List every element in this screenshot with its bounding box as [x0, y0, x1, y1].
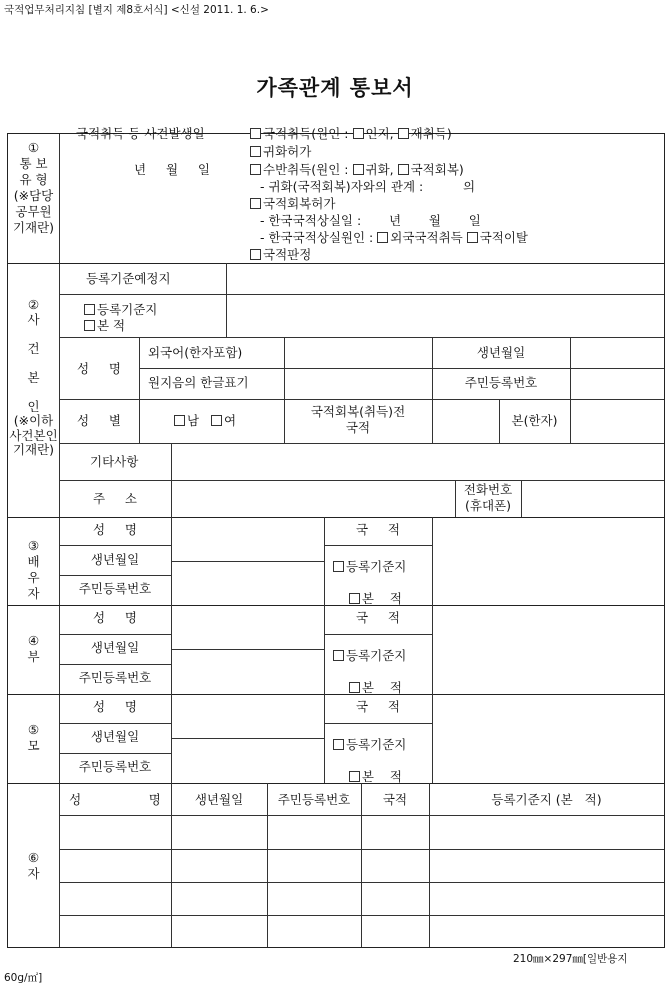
- checkbox-female[interactable]: [211, 415, 222, 426]
- checkbox-determination[interactable]: [250, 249, 261, 260]
- checkbox-mother-domicile[interactable]: [333, 739, 344, 750]
- checkbox-male[interactable]: [174, 415, 185, 426]
- hangul-name-label: 원지음의 한글표기: [148, 375, 249, 390]
- children-domicile-header: 등록기준지 (본 적): [491, 792, 602, 807]
- sex-label: 성 별: [76, 413, 122, 428]
- section4-label: ④ 부: [27, 633, 40, 664]
- checkbox-spouse-domicile[interactable]: [333, 561, 344, 572]
- mother-name-label: 성 명: [92, 699, 138, 714]
- children-nationality-header: 국적: [382, 792, 408, 807]
- checkbox-nationality-acquisition[interactable]: [250, 128, 261, 139]
- bon-option: 본 적: [84, 318, 125, 334]
- document-title: 가족관계 통보서: [256, 76, 414, 100]
- spouse-domicile-option: 등록기준지: [333, 559, 406, 575]
- paper-size-note: 210㎜×297㎜[일반용지: [513, 953, 628, 965]
- section5-label: ⑤ 모: [27, 722, 40, 753]
- checkbox-spouse-bon[interactable]: [349, 593, 360, 604]
- event-date-fields: 년 월 일: [134, 162, 210, 177]
- children-birth-header: 생년월일: [194, 792, 244, 807]
- father-name-label: 성 명: [92, 610, 138, 625]
- mother-rrn-label: 주민등록번호: [78, 759, 152, 774]
- father-domicile-option: 등록기준지: [333, 648, 406, 664]
- spouse-birth-label: 생년월일: [90, 552, 140, 567]
- event-date-label: 국적취득 등 사건발생일: [76, 126, 205, 141]
- checkbox-accompanying-acquisition[interactable]: [250, 164, 261, 175]
- domicile-option: 등록기준지: [84, 302, 157, 318]
- mother-nationality-label: 국 적: [355, 699, 401, 714]
- birth-label: 생년월일: [476, 345, 526, 360]
- father-bon-option: 본 적: [333, 664, 402, 712]
- checkbox-restoration[interactable]: [398, 164, 409, 175]
- checkbox-naturalization[interactable]: [250, 146, 261, 157]
- father-rrn-label: 주민등록번호: [78, 670, 152, 685]
- section6-label: ⑥ 자: [27, 850, 40, 881]
- checkbox-father-domicile[interactable]: [333, 650, 344, 661]
- father-nationality-label: 국 적: [355, 610, 401, 625]
- sex-options: 남 여: [174, 413, 236, 429]
- spouse-bon-option: 본 적: [333, 575, 402, 623]
- paper-weight-note: 60g/㎡]: [4, 972, 43, 984]
- children-rrn-header: 주민등록번호: [277, 792, 351, 807]
- foreign-name-label: 외국어(한자포함): [148, 345, 243, 360]
- mother-domicile-option: 등록기준지: [333, 737, 406, 753]
- section1-label: ① 통 보 유 형 (※담당 공무원 기재란): [12, 140, 55, 235]
- etc-label: 기타사항: [90, 454, 139, 469]
- option-naturalization: 귀화허가: [250, 144, 311, 160]
- checkbox-domicile[interactable]: [84, 304, 95, 315]
- rrn-label: 주민등록번호: [464, 375, 538, 390]
- name-label: 성 명: [76, 361, 122, 376]
- loss-cause-line: - 한국국적상실원인 : 외국국적취득 국적이탈: [260, 230, 529, 245]
- section2-label: ② 사 건 본 인 (※이하 사건본인 기재란): [9, 297, 58, 457]
- spouse-nationality-label: 국 적: [355, 522, 401, 537]
- option-restoration-permit: 국적회복허가: [250, 196, 335, 212]
- father-birth-label: 생년월일: [90, 640, 140, 655]
- spouse-rrn-label: 주민등록번호: [78, 581, 152, 596]
- checkbox-acknowledgement[interactable]: [353, 128, 364, 139]
- checkbox-foreign-acquisition[interactable]: [377, 232, 388, 243]
- checkbox-bon[interactable]: [84, 320, 95, 331]
- checkbox-reacquisition[interactable]: [398, 128, 409, 139]
- clan-label: 본(한자): [511, 413, 558, 428]
- spouse-name-label: 성 명: [92, 522, 138, 537]
- loss-date-line: - 한국국적상실일 : 년 월 일: [260, 213, 481, 228]
- address-label: 주 소: [92, 491, 138, 506]
- children-name-header: 성 명: [69, 792, 161, 807]
- form-number-note: 국적업무처리지침 [별지 제8호서식] <신설 2011. 1. 6.>: [4, 4, 269, 16]
- checkbox-father-bon[interactable]: [349, 682, 360, 693]
- mother-birth-label: 생년월일: [90, 729, 140, 744]
- section3-label: ③ 배 우 자: [27, 538, 40, 601]
- phone-label: 전화번호 (휴대폰): [463, 482, 513, 513]
- previous-nationality-label: 국적회복(취득)전 국적: [310, 404, 406, 435]
- relationship-line: - 귀화(국적회복)자와의 관계 : 의: [260, 179, 476, 194]
- notification-form: [7, 126, 665, 948]
- option-nationality-acquisition: 국적취득(원인 : 인지, 재취득): [250, 126, 452, 142]
- planned-domicile-label: 등록기준예정지: [86, 271, 171, 286]
- mother-bon-option: 본 적: [333, 753, 402, 801]
- option-accompanying-acquisition: 수반취득(원인 : 귀화, 국적회복): [250, 162, 464, 178]
- checkbox-mother-bon[interactable]: [349, 771, 360, 782]
- option-determination: 국적판정: [250, 247, 311, 263]
- checkbox-renunciation[interactable]: [467, 232, 478, 243]
- checkbox-naturalized[interactable]: [353, 164, 364, 175]
- checkbox-restoration-permit[interactable]: [250, 198, 261, 209]
